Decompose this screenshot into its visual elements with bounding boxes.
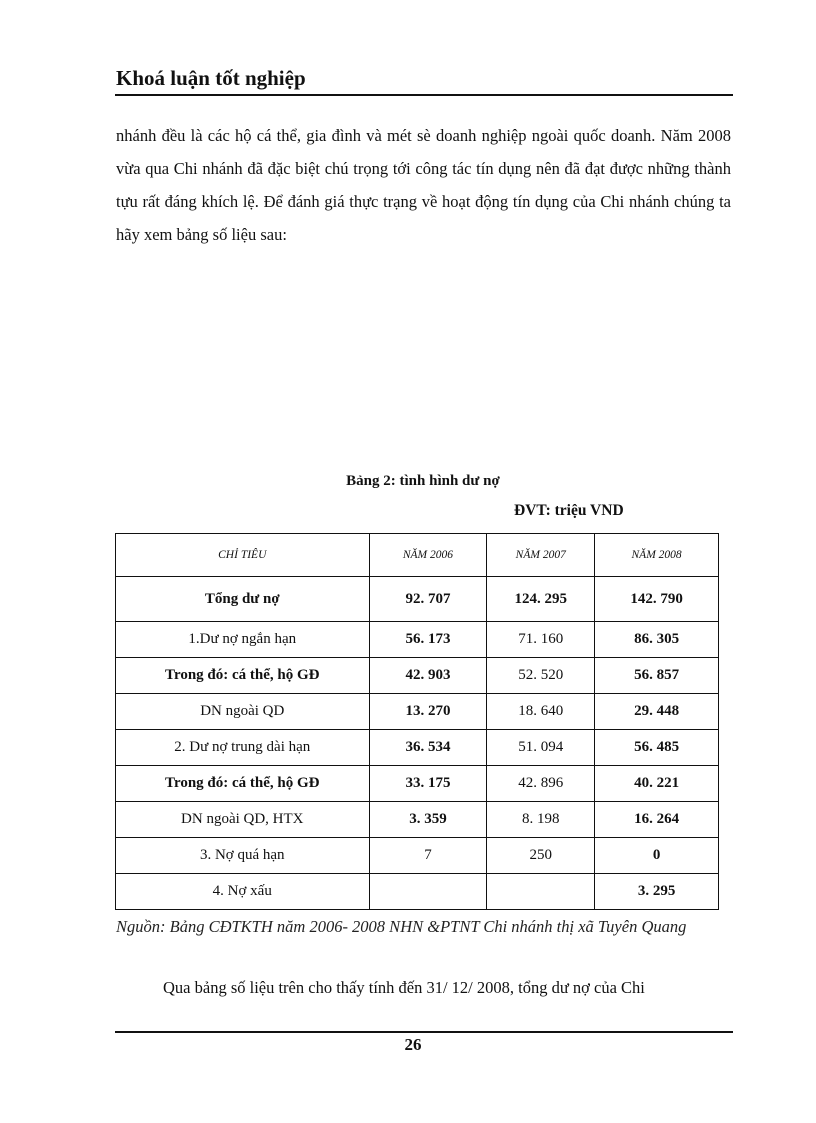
cell-2006: 33. 175 bbox=[369, 766, 487, 802]
body-paragraph: nhánh đều là các hộ cá thể, gia đình và mét sè doanh nghiệp ngoài quốc doanh. Năm 2008 vừa qua Chi nhánh đã đặc biệt chú trọng tới công tác tín dụng nên đã đạt được những thành tựu rất đáng khích lệ. Để đánh giá thực trạng về hoạt động tín dụng của Chi nhánh chúng ta hãy xem bảng số liệu sau: bbox=[116, 126, 731, 244]
row-label: 2. Dư nợ trung dài hạn bbox=[116, 730, 370, 766]
row-label: 4. Nợ xấu bbox=[116, 874, 370, 910]
table-row bbox=[116, 874, 719, 910]
header-indicator: CHỈ TIÊU bbox=[116, 534, 370, 577]
table-row bbox=[116, 730, 719, 766]
table-row bbox=[116, 622, 719, 658]
table-row bbox=[116, 766, 719, 802]
cell-2006 bbox=[369, 874, 487, 910]
cell-2007: 51. 094 bbox=[487, 730, 595, 766]
page-number: 26 bbox=[404, 1035, 422, 1054]
cell-2006: 3. 359 bbox=[369, 802, 487, 838]
cell-2008: 3. 295 bbox=[595, 874, 719, 910]
cell-2007 bbox=[487, 874, 595, 910]
header-year-2008: NĂM 2008 bbox=[595, 534, 719, 577]
row-label: DN ngoài QD, HTX bbox=[116, 802, 370, 838]
cell-2008: 86. 305 bbox=[595, 622, 719, 658]
table-caption: Bảng 2: tình hình dư nợ bbox=[346, 473, 500, 489]
row-label: Tổng dư nợ bbox=[116, 577, 370, 622]
footer-divider bbox=[115, 1031, 733, 1033]
cell-2006: 13. 270 bbox=[369, 694, 487, 730]
cell-2008: 142. 790 bbox=[595, 577, 719, 622]
cell-2007: 8. 198 bbox=[487, 802, 595, 838]
document-header-title: Khoá luận tốt nghiệp bbox=[116, 66, 306, 90]
debt-table bbox=[115, 533, 719, 910]
table-row bbox=[116, 694, 719, 730]
cell-2008: 29. 448 bbox=[595, 694, 719, 730]
row-label: Trong đó: cá thể, hộ GĐ bbox=[116, 766, 370, 802]
table-row bbox=[116, 658, 719, 694]
table-row bbox=[116, 838, 719, 874]
cell-2006: 7 bbox=[369, 838, 487, 874]
table-source-note: Nguồn: Bảng CĐTKTH năm 2006- 2008 NHN &PTNT Chi nhánh thị xã Tuyên Quang bbox=[116, 917, 687, 936]
cell-2006: 56. 173 bbox=[369, 622, 487, 658]
header-year-2006: NĂM 2006 bbox=[369, 534, 487, 577]
header-year-2007: NĂM 2007 bbox=[487, 534, 595, 577]
body-paragraph-continued: Qua bảng số liệu trên cho thấy tính đến 31/ 12/ 2008, tổng dư nợ của Chi bbox=[163, 978, 645, 997]
table-header-row bbox=[116, 534, 719, 577]
cell-2006: 92. 707 bbox=[369, 577, 487, 622]
table-row bbox=[116, 802, 719, 838]
row-label: 3. Nợ quá hạn bbox=[116, 838, 370, 874]
cell-2007: 52. 520 bbox=[487, 658, 595, 694]
cell-2008: 56. 485 bbox=[595, 730, 719, 766]
cell-2008: 56. 857 bbox=[595, 658, 719, 694]
cell-2008: 40. 221 bbox=[595, 766, 719, 802]
table-row bbox=[116, 577, 719, 622]
cell-2007: 71. 160 bbox=[487, 622, 595, 658]
cell-2008: 0 bbox=[595, 838, 719, 874]
cell-2007: 42. 896 bbox=[487, 766, 595, 802]
cell-2006: 36. 534 bbox=[369, 730, 487, 766]
row-label: 1.Dư nợ ngắn hạn bbox=[116, 622, 370, 658]
row-label: Trong đó: cá thể, hộ GĐ bbox=[116, 658, 370, 694]
cell-2007: 250 bbox=[487, 838, 595, 874]
cell-2008: 16. 264 bbox=[595, 802, 719, 838]
cell-2007: 18. 640 bbox=[487, 694, 595, 730]
row-label: DN ngoài QD bbox=[116, 694, 370, 730]
cell-2007: 124. 295 bbox=[487, 577, 595, 622]
header-divider bbox=[115, 94, 733, 96]
cell-2006: 42. 903 bbox=[369, 658, 487, 694]
table-unit: ĐVT: triệu VND bbox=[514, 502, 624, 519]
